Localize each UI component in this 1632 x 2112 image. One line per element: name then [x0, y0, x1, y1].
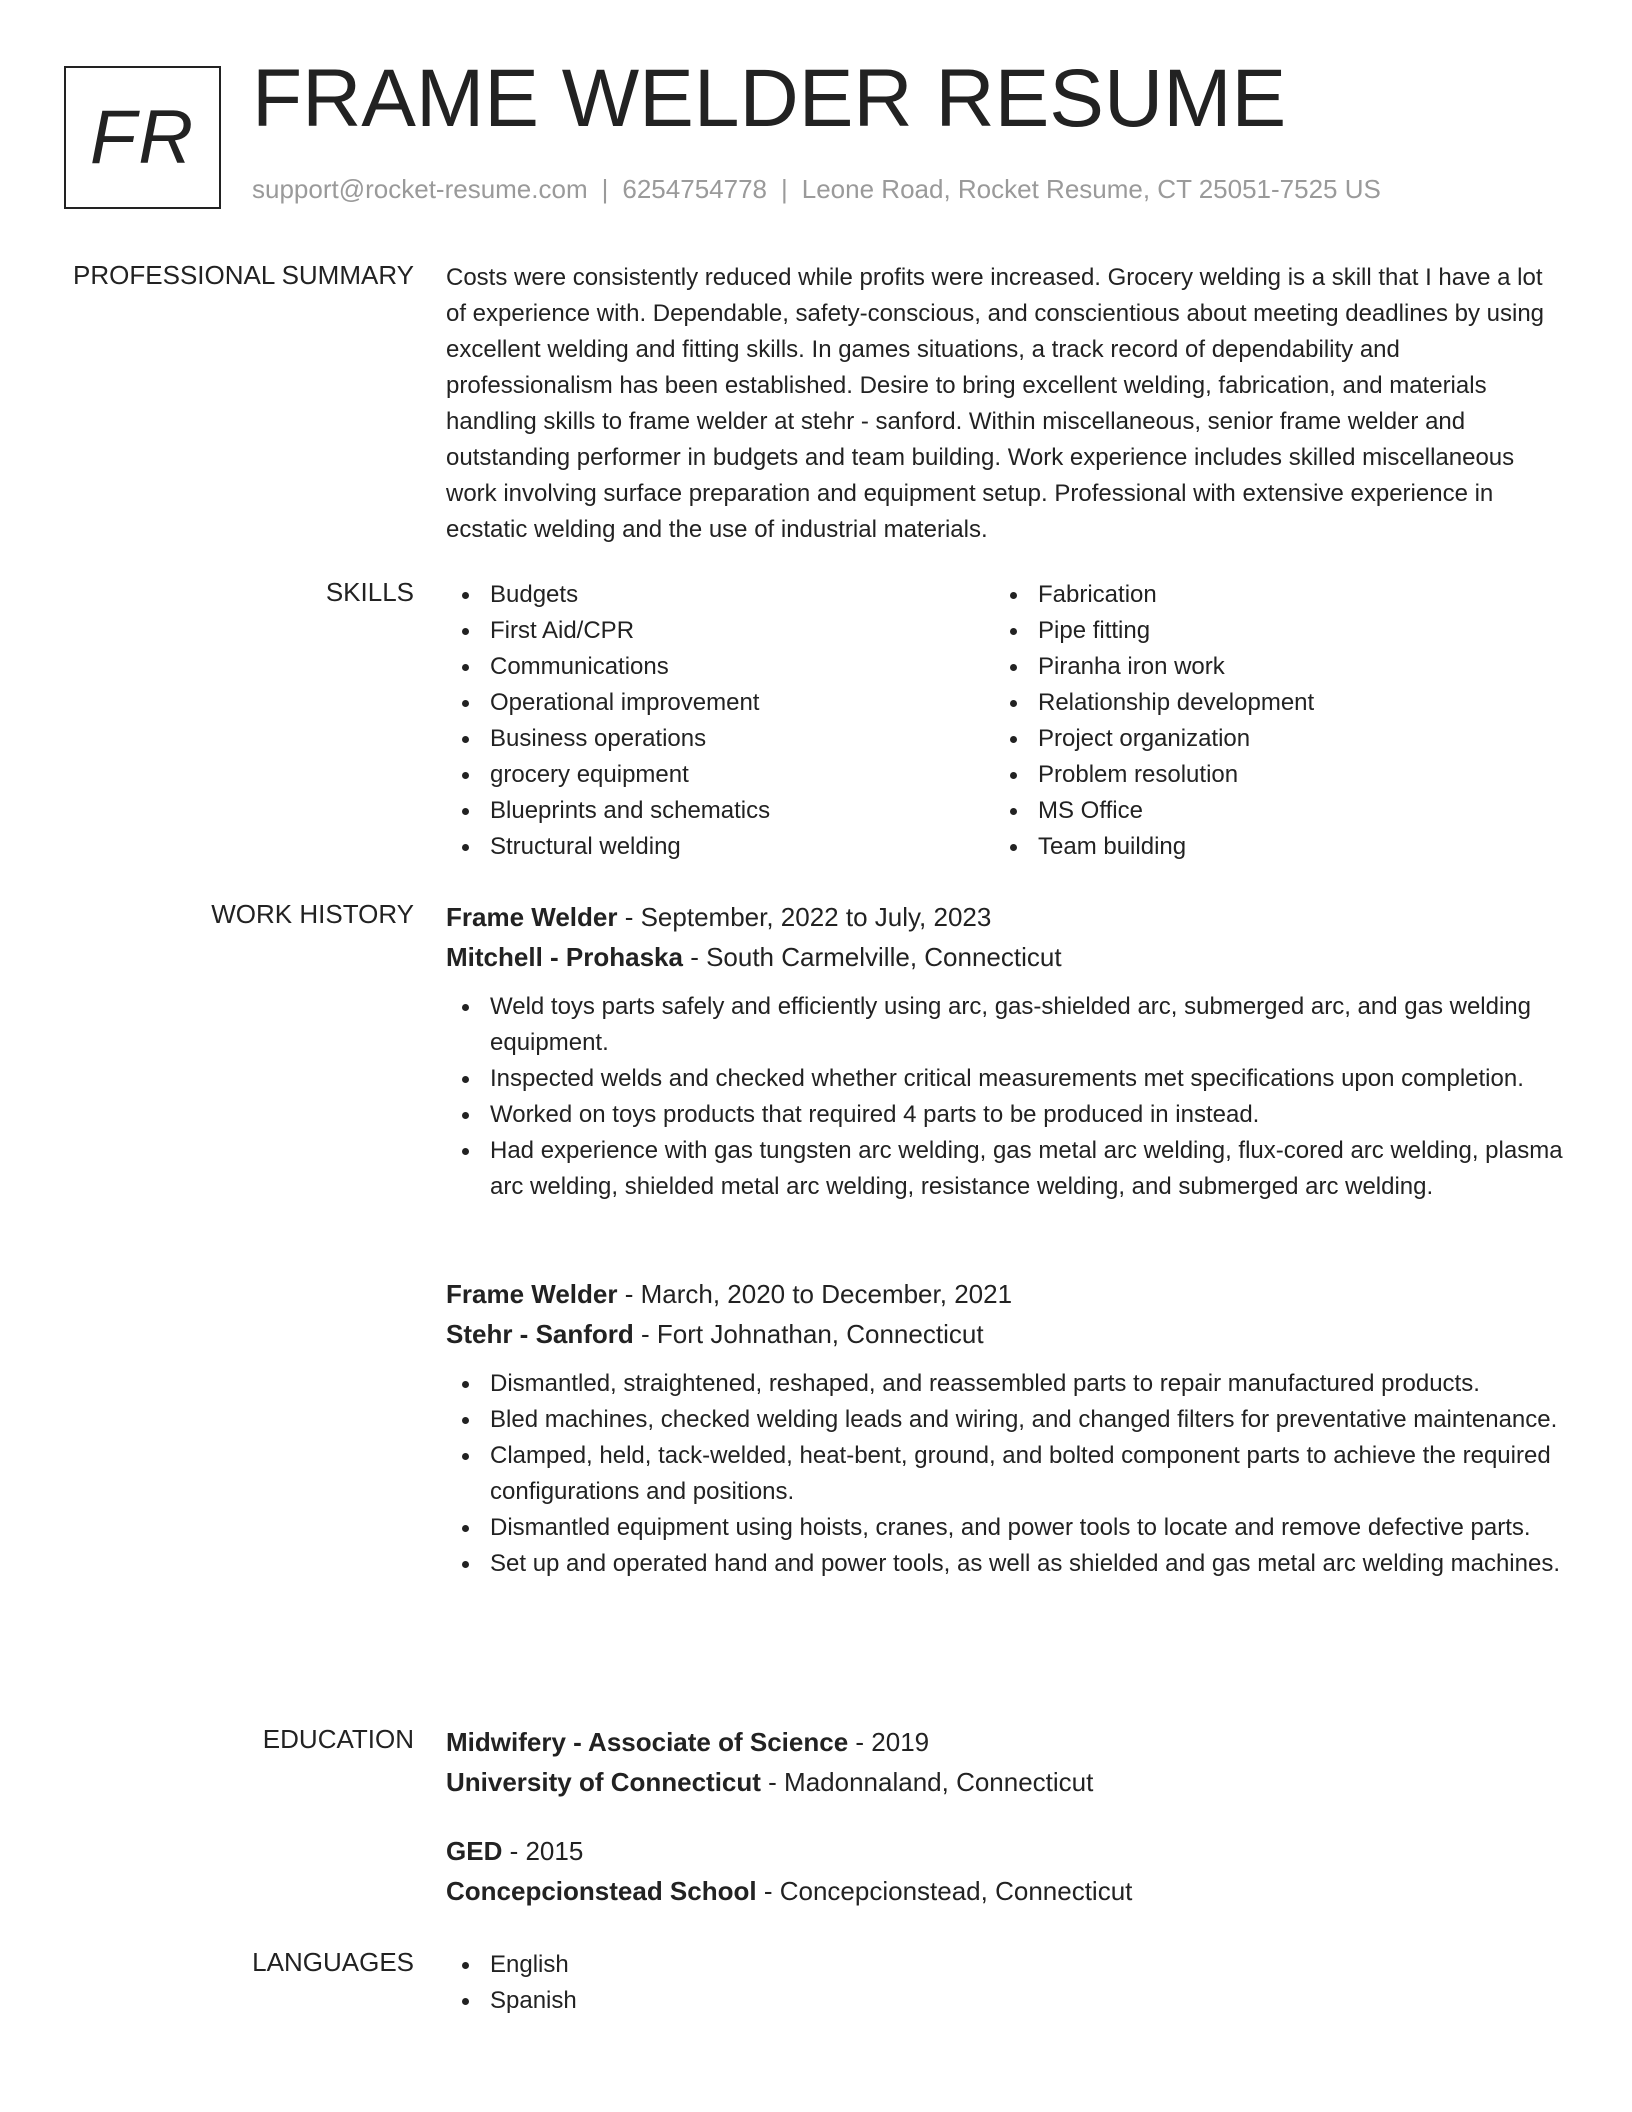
skill-item: Problem resolution	[994, 757, 1542, 793]
skill-item: Blueprints and schematics	[446, 793, 994, 829]
contact-line	[252, 174, 1381, 205]
section-heading: WORK HISTORY	[211, 899, 414, 929]
skill-item: Team building	[994, 829, 1542, 865]
language-item: Spanish	[446, 1983, 1566, 2019]
skill-item: Relationship development	[994, 685, 1542, 721]
skill-item: Project organization	[994, 721, 1542, 757]
summary-text: Costs were consistently reduced while profits were increased. Grocery welding is a skill that I have a lot of experience with. Dependable, safety-conscious, and conscientious about meeting deadlines by using excellent welding and fitting skills. In games situations, a track record of dependability and professionalism has been established. Desire to bring excellent welding, fabrication, and materials handling skills to frame welder at stehr - sanford. Within miscellaneous, senior frame welder and outstanding performer in budgets and team building. Work experience includes skilled miscellaneous work involving surface preparation and equipment setup. Professional with extensive experience in ecstatic welding and the use of industrial materials.	[446, 264, 1545, 543]
school: University of Connecticut	[446, 1767, 761, 1797]
skill-item: MS Office	[994, 793, 1542, 829]
school-location: - Madonnaland, Connecticut	[760, 1767, 1094, 1797]
languages-body	[446, 1947, 1566, 2019]
job-location: - South Carmelville, Connecticut	[682, 942, 1062, 972]
monogram-text: FR	[89, 95, 196, 180]
job-duty: Bled machines, checked welding leads and wiring, and changed filters for preventative maintenance.	[446, 1402, 1566, 1438]
job-title: Frame Welder	[446, 902, 618, 932]
contact-email: support@rocket-resume.com	[252, 174, 588, 204]
degree: GED	[446, 1836, 503, 1866]
job-entry	[446, 897, 1566, 1205]
contact-address: Leone Road, Rocket Resume, CT 25051-7525 US	[801, 174, 1381, 204]
school-line	[446, 1871, 1566, 1911]
skill-item: Communications	[446, 649, 994, 685]
degree-line	[446, 1831, 1566, 1871]
job-duty: Weld toys parts safely and efficiently using arc, gas-shielded arc, submerged arc, and gas welding equipment.	[446, 989, 1566, 1061]
languages-list	[446, 1947, 1566, 2019]
job-location: - Fort Johnathan, Connecticut	[633, 1319, 984, 1349]
skill-item: Budgets	[446, 577, 994, 613]
job-duty: Inspected welds and checked whether critical measurements met specifications upon completion.	[446, 1061, 1566, 1097]
job-duty: Worked on toys products that required 4 parts to be produced in instead.	[446, 1097, 1566, 1133]
section-heading: PROFESSIONAL SUMMARY	[73, 260, 414, 290]
skill-item: Piranha iron work	[994, 649, 1542, 685]
skill-item: Operational improvement	[446, 685, 994, 721]
job-duties-list	[446, 989, 1566, 1205]
degree-year: - 2019	[848, 1727, 930, 1757]
degree-year: - 2015	[502, 1836, 584, 1866]
skills-grid	[446, 577, 1566, 865]
skill-item: Pipe fitting	[994, 613, 1542, 649]
skill-item: grocery equipment	[446, 757, 994, 793]
education-entry	[446, 1831, 1566, 1911]
skill-item: First Aid/CPR	[446, 613, 994, 649]
job-title-line	[446, 1274, 1566, 1314]
degree-line	[446, 1722, 1566, 1762]
degree: Midwifery - Associate of Science	[446, 1727, 849, 1757]
skill-item: Fabrication	[994, 577, 1542, 613]
job-dates: - September, 2022 to July, 2023	[617, 902, 992, 932]
job-duty: Dismantled, straightened, reshaped, and reassembled parts to repair manufactured products.	[446, 1366, 1566, 1402]
monogram-logo	[64, 66, 221, 209]
school-location: - Concepcionstead, Connecticut	[756, 1876, 1133, 1906]
section-heading: SKILLS	[325, 577, 414, 607]
job-duty: Set up and operated hand and power tools, as well as shielded and gas metal arc welding machines.	[446, 1546, 1566, 1582]
job-duty: Had experience with gas tungsten arc welding, gas metal arc welding, flux-cored arc welding, plasma arc welding, shielded metal arc welding, resistance welding, and submerged arc welding.	[446, 1133, 1566, 1205]
job-dates: - March, 2020 to December, 2021	[617, 1279, 1013, 1309]
job-company-line	[446, 937, 1566, 977]
section-heading: EDUCATION	[262, 1724, 414, 1754]
language-item: English	[446, 1947, 1566, 1983]
job-duty: Dismantled equipment using hoists, cranes, and power tools to locate and remove defective parts.	[446, 1510, 1566, 1546]
skills-right-list	[994, 577, 1542, 865]
skill-item: Structural welding	[446, 829, 994, 865]
job-company: Stehr - Sanford	[446, 1319, 634, 1349]
school: Concepcionstead School	[446, 1876, 757, 1906]
section-heading: LANGUAGES	[252, 1947, 414, 1977]
skill-item: Business operations	[446, 721, 994, 757]
job-title: Frame Welder	[446, 1279, 618, 1309]
resume-title: FRAME WELDER RESUME	[252, 53, 1287, 144]
job-company-line	[446, 1314, 1566, 1354]
contact-phone: 6254754778	[622, 174, 767, 204]
school-line	[446, 1762, 1566, 1802]
job-title-line	[446, 897, 1566, 937]
education-entry	[446, 1722, 1566, 1802]
job-duty: Clamped, held, tack-welded, heat-bent, ground, and bolted component parts to achieve the required configurations and positions.	[446, 1438, 1566, 1510]
contact-separator: |	[601, 174, 609, 204]
contact-separator: |	[781, 174, 788, 204]
job-duties-list	[446, 1366, 1566, 1582]
skills-left-list	[446, 577, 994, 865]
job-company: Mitchell - Prohaska	[446, 942, 683, 972]
job-entry	[446, 1274, 1566, 1582]
